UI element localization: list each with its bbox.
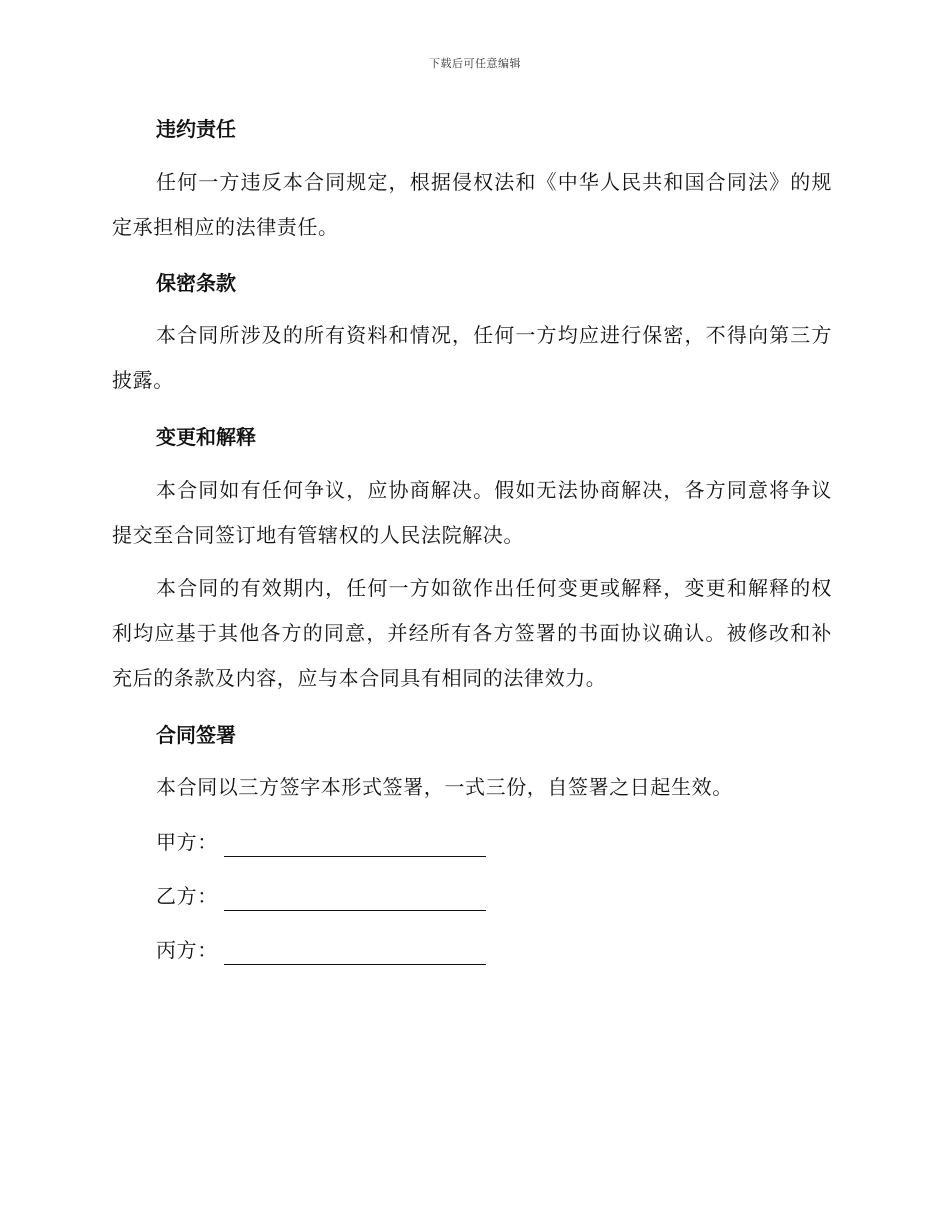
paragraph-dispute: 本合同如有任何争议，应协商解决。假如无法协商解决，各方同意将争议提交至合同签订地有管辖权的人民法院解决。 [112, 478, 832, 547]
paragraph-confidentiality: 本合同所涉及的所有资料和情况，任何一方均应进行保密，不得向第三方披露。 [112, 323, 832, 392]
section-title-confidentiality: 保密条款 [156, 271, 236, 295]
signature-line-party-a [224, 834, 486, 857]
paragraph-signing: 本合同以三方签字本形式签署，一式三份，自签署之日起生效。 [156, 775, 733, 799]
paragraph-amendment: 本合同的有效期内，任何一方如欲作出任何变更或解释，变更和解释的权利均应基于其他各方的同意，并经所有各方签署的书面协议确认。被修改和补充后的条款及内容，应与本合同具有相同的法律效力。 [112, 576, 832, 690]
signature-party-a [156, 827, 486, 857]
paragraph-breach: 任何一方违反本合同规定，根据侵权法和《中华人民共和国合同法》的规定承担相应的法律责任。 [112, 170, 832, 239]
signature-line-party-c [224, 942, 486, 965]
section-title-amendment: 变更和解释 [156, 425, 256, 449]
page-header-note: 下载后可任意编辑 [429, 57, 521, 70]
section-title-breach: 违约责任 [156, 117, 236, 141]
signature-label-party-a: 甲方： [156, 830, 218, 854]
signature-label-party-b: 乙方： [156, 884, 218, 908]
section-title-signing: 合同签署 [156, 723, 236, 747]
signature-party-b [156, 881, 486, 911]
signature-line-party-b [224, 888, 486, 911]
signature-label-party-c: 丙方： [156, 938, 218, 962]
signature-party-c [156, 935, 486, 965]
